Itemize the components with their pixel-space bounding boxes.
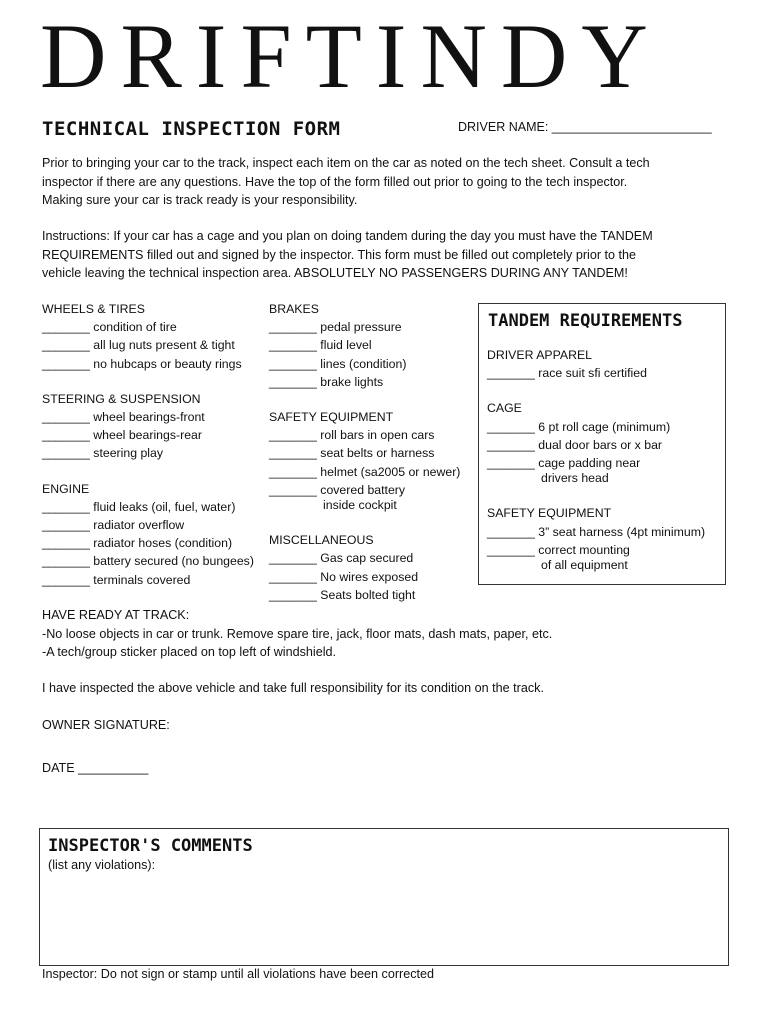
checklist-item: _______ condition of tire	[42, 320, 177, 335]
checklist-item: _______ lines (condition)	[269, 356, 407, 371]
steering-heading: STEERING & SUSPENSION	[42, 391, 201, 406]
form-title: TECHNICAL INSPECTION FORM	[42, 118, 341, 140]
instructions-line: vehicle leaving the technical inspection area. ABSOLUTELY NO PASSENGERS DURING ANY TANDEM!	[42, 266, 628, 280]
checklist-item: _______ all lug nuts present & tight	[42, 338, 235, 353]
instructions-paragraph	[42, 227, 742, 283]
checklist-item: _______ steering play	[42, 446, 164, 461]
checklist-item-note: drivers head	[541, 471, 609, 486]
instructions-line: Instructions: If your car has a cage and you plan on doing tandem during the day you must have the TANDEM	[42, 229, 653, 243]
checklist-item: _______ 6 pt roll cage (minimum)	[487, 419, 671, 434]
middle-column	[269, 300, 460, 604]
brakes-heading: BRAKES	[269, 302, 319, 316]
checklist-item: _______ wheel bearings-rear	[42, 428, 202, 443]
responsibility-statement: I have inspected the above vehicle and take full responsibility for its condition on the track.	[42, 681, 544, 695]
instructions-line: REQUIREMENTS filled out and signed by the inspector. This form must be filled out completely prior to the	[42, 247, 637, 262]
checklist-item: _______ battery secured (no bungees)	[42, 554, 254, 569]
checklist-item: _______ helmet (sa2005 or newer)	[269, 464, 461, 479]
have-ready-line: -No loose objects in car or trunk. Remove spare tire, jack, floor mats, dash mats, paper, etc.	[42, 626, 553, 641]
engine-heading: ENGINE	[42, 481, 90, 496]
checklist-item: _______ terminals covered	[42, 572, 191, 587]
driftindy-logo: DRIFTINDY	[40, 5, 662, 107]
intro-paragraph	[42, 154, 742, 210]
checklist-item: _______ wheel bearings-front	[42, 410, 205, 425]
have-ready-heading: HAVE READY AT TRACK:	[42, 608, 190, 622]
misc-heading: MISCELLANEOUS	[269, 533, 374, 548]
inspector-comments-subtitle: (list any violations):	[48, 858, 156, 872]
checklist-item: _______ covered battery	[269, 482, 406, 497]
date-field: DATE __________	[42, 761, 149, 775]
intro-line: inspector if there are any questions. Have the top of the form filled out prior to going to the tech inspector.	[42, 174, 628, 189]
checklist-item: _______ race suit sfi certified	[487, 366, 647, 381]
tandem-requirements-title: TANDEM REQUIREMENTS	[488, 311, 683, 331]
checklist-item: _______ pedal pressure	[269, 320, 402, 335]
checklist-item: _______ dual door bars or x bar	[487, 437, 663, 452]
checklist-item: _______ radiator hoses (condition)	[42, 536, 233, 551]
have-ready-line: -A tech/group sticker placed on top left of windshield.	[42, 645, 337, 659]
intro-line: Prior to bringing your car to the track, inspect each item on the car as noted on the tech sheet. Consult a tech	[42, 156, 650, 170]
tandem-requirements-list	[487, 346, 705, 574]
checklist-item: _______ fluid level	[269, 338, 372, 353]
checklist-item: _______ radiator overflow	[42, 518, 185, 533]
inspector-note: Inspector: Do not sign or stamp until all violations have been corrected	[42, 967, 435, 981]
checklist-item: _______ Gas cap secured	[269, 551, 414, 566]
checklist-item: _______ seat belts or harness	[269, 446, 435, 461]
checklist-item: _______ Seats bolted tight	[269, 587, 416, 602]
checklist-item: _______ correct mounting	[487, 542, 630, 557]
driver-apparel-heading: DRIVER APPAREL	[487, 348, 593, 362]
checklist-item: _______ 3” seat harness (4pt minimum)	[487, 524, 706, 539]
intro-line: Making sure your car is track ready is your responsibility.	[42, 193, 358, 207]
checklist-item: _______ No wires exposed	[269, 569, 419, 584]
safety-heading: SAFETY EQUIPMENT	[269, 410, 394, 425]
checklist-item-note: of all equipment	[541, 558, 628, 573]
owner-signature-field: OWNER SIGNATURE:	[42, 718, 170, 732]
checklist-item-note: inside cockpit	[323, 498, 397, 513]
checklist-item: _______ no hubcaps or beauty rings	[42, 356, 242, 371]
checklist-item: _______ cage padding near	[487, 456, 641, 471]
checklist-item: _______ brake lights	[269, 374, 384, 389]
have-ready-section	[42, 606, 552, 662]
inspector-comments-title: INSPECTOR'S COMMENTS	[48, 836, 253, 856]
tandem-safety-heading: SAFETY EQUIPMENT	[487, 506, 612, 521]
checklist-item: _______ fluid leaks (oil, fuel, water)	[42, 499, 236, 514]
driver-name-field: DRIVER NAME: _______________________	[458, 120, 712, 134]
left-column	[42, 300, 254, 589]
cage-heading: CAGE	[487, 401, 522, 416]
wheels-heading: WHEELS & TIRES	[42, 302, 145, 316]
checklist-item: _______ roll bars in open cars	[269, 428, 435, 443]
